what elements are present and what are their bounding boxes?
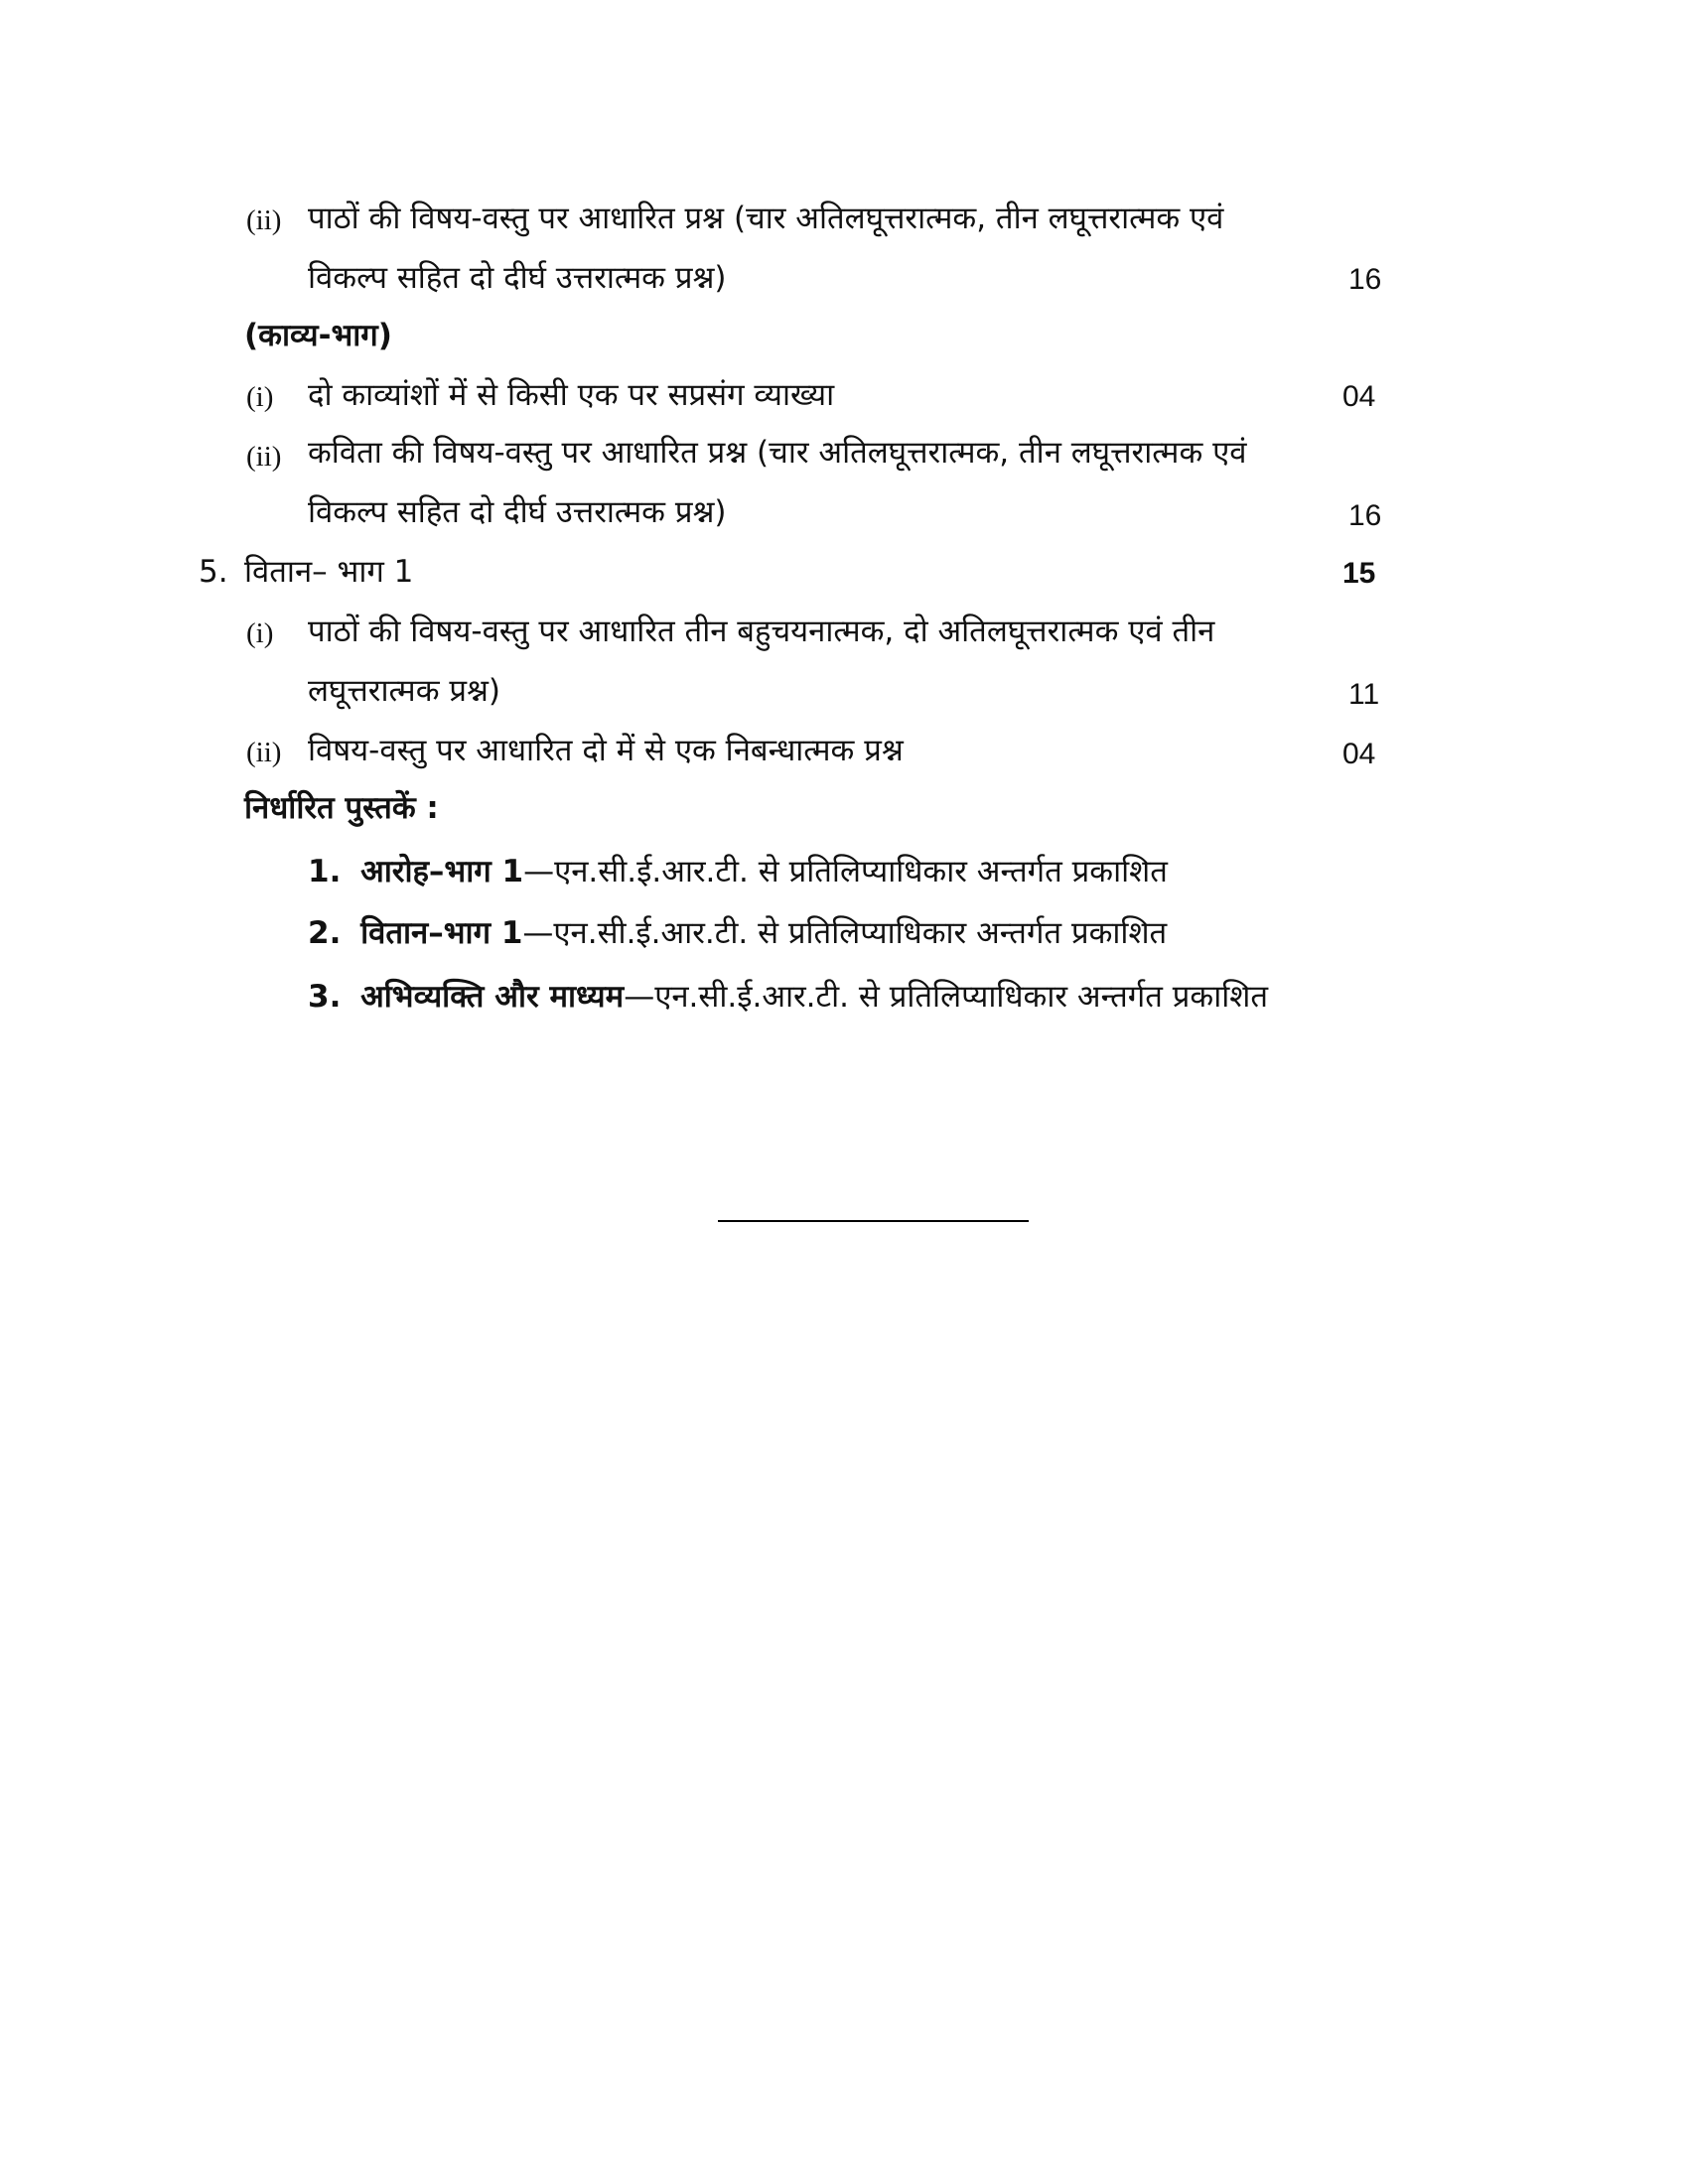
item-marks: 16 [1348, 263, 1382, 296]
book-publisher: —एन.सी.ई.आर.टी. से प्रतिलिप्याधिकार अन्तर्गत प्रकाशित [522, 915, 1168, 951]
book-number: 3. [308, 979, 342, 1015]
item-text: पाठों की विषय-वस्तु पर आधारित प्रश्न (चार अतिलघूत्तरात्मक, तीन लघूत्तरात्मक एवं [308, 201, 1224, 236]
item-marks: 04 [1342, 380, 1376, 413]
section-heading: (काव्य-भाग) [244, 318, 392, 353]
item-marks: 16 [1348, 499, 1382, 532]
book-title: आरोह–भाग 1 [360, 854, 524, 889]
section-divider [718, 1220, 1029, 1222]
item-roman: (i) [246, 617, 274, 649]
section-marks: 15 [1342, 557, 1376, 590]
book-title: अभिव्यक्ति और माध्यम [360, 979, 625, 1015]
section-number: 5. [199, 554, 228, 590]
item-text: विषय-वस्तु पर आधारित दो में से एक निबन्धात्मक प्रश्न [308, 733, 904, 768]
item-text: कविता की विषय-वस्तु पर आधारित प्रश्न (चार अतिलघूत्तरात्मक, तीन लघूत्तरात्मक एवं [308, 435, 1247, 471]
item-roman: (ii) [246, 205, 282, 236]
item-text: पाठों की विषय-वस्तु पर आधारित तीन बहुचयनात्मक, दो अतिलघूत्तरात्मक एवं तीन [308, 614, 1215, 649]
item-text: लघूत्तरात्मक प्रश्न) [308, 673, 501, 709]
item-marks: 11 [1348, 678, 1380, 711]
item-text: विकल्प सहित दो दीर्घ उत्तरात्मक प्रश्न) [308, 260, 727, 296]
book-title: वितान–भाग 1 [360, 915, 523, 951]
book-publisher: —एन.सी.ई.आर.टी. से प्रतिलिप्याधिकार अन्तर्गत प्रकाशित [624, 979, 1269, 1015]
book-item [308, 852, 1168, 891]
item-roman: (ii) [246, 737, 282, 768]
books-heading: निर्धारित पुस्तकें : [244, 790, 439, 826]
item-text: दो काव्यांशों में से किसी एक पर सप्रसंग व्याख्या [308, 377, 835, 413]
section-title: वितान– भाग 1 [244, 554, 414, 590]
book-publisher: —एन.सी.ई.आर.टी. से प्रतिलिप्याधिकार अन्तर्गत प्रकाशित [523, 854, 1168, 889]
book-item [308, 977, 1268, 1017]
book-number: 2. [308, 915, 342, 951]
item-roman: (i) [246, 381, 274, 413]
book-item [308, 913, 1167, 953]
item-roman: (ii) [246, 441, 282, 473]
book-number: 1. [308, 854, 342, 889]
item-text: विकल्प सहित दो दीर्घ उत्तरात्मक प्रश्न) [308, 494, 727, 530]
item-marks: 04 [1342, 738, 1376, 770]
